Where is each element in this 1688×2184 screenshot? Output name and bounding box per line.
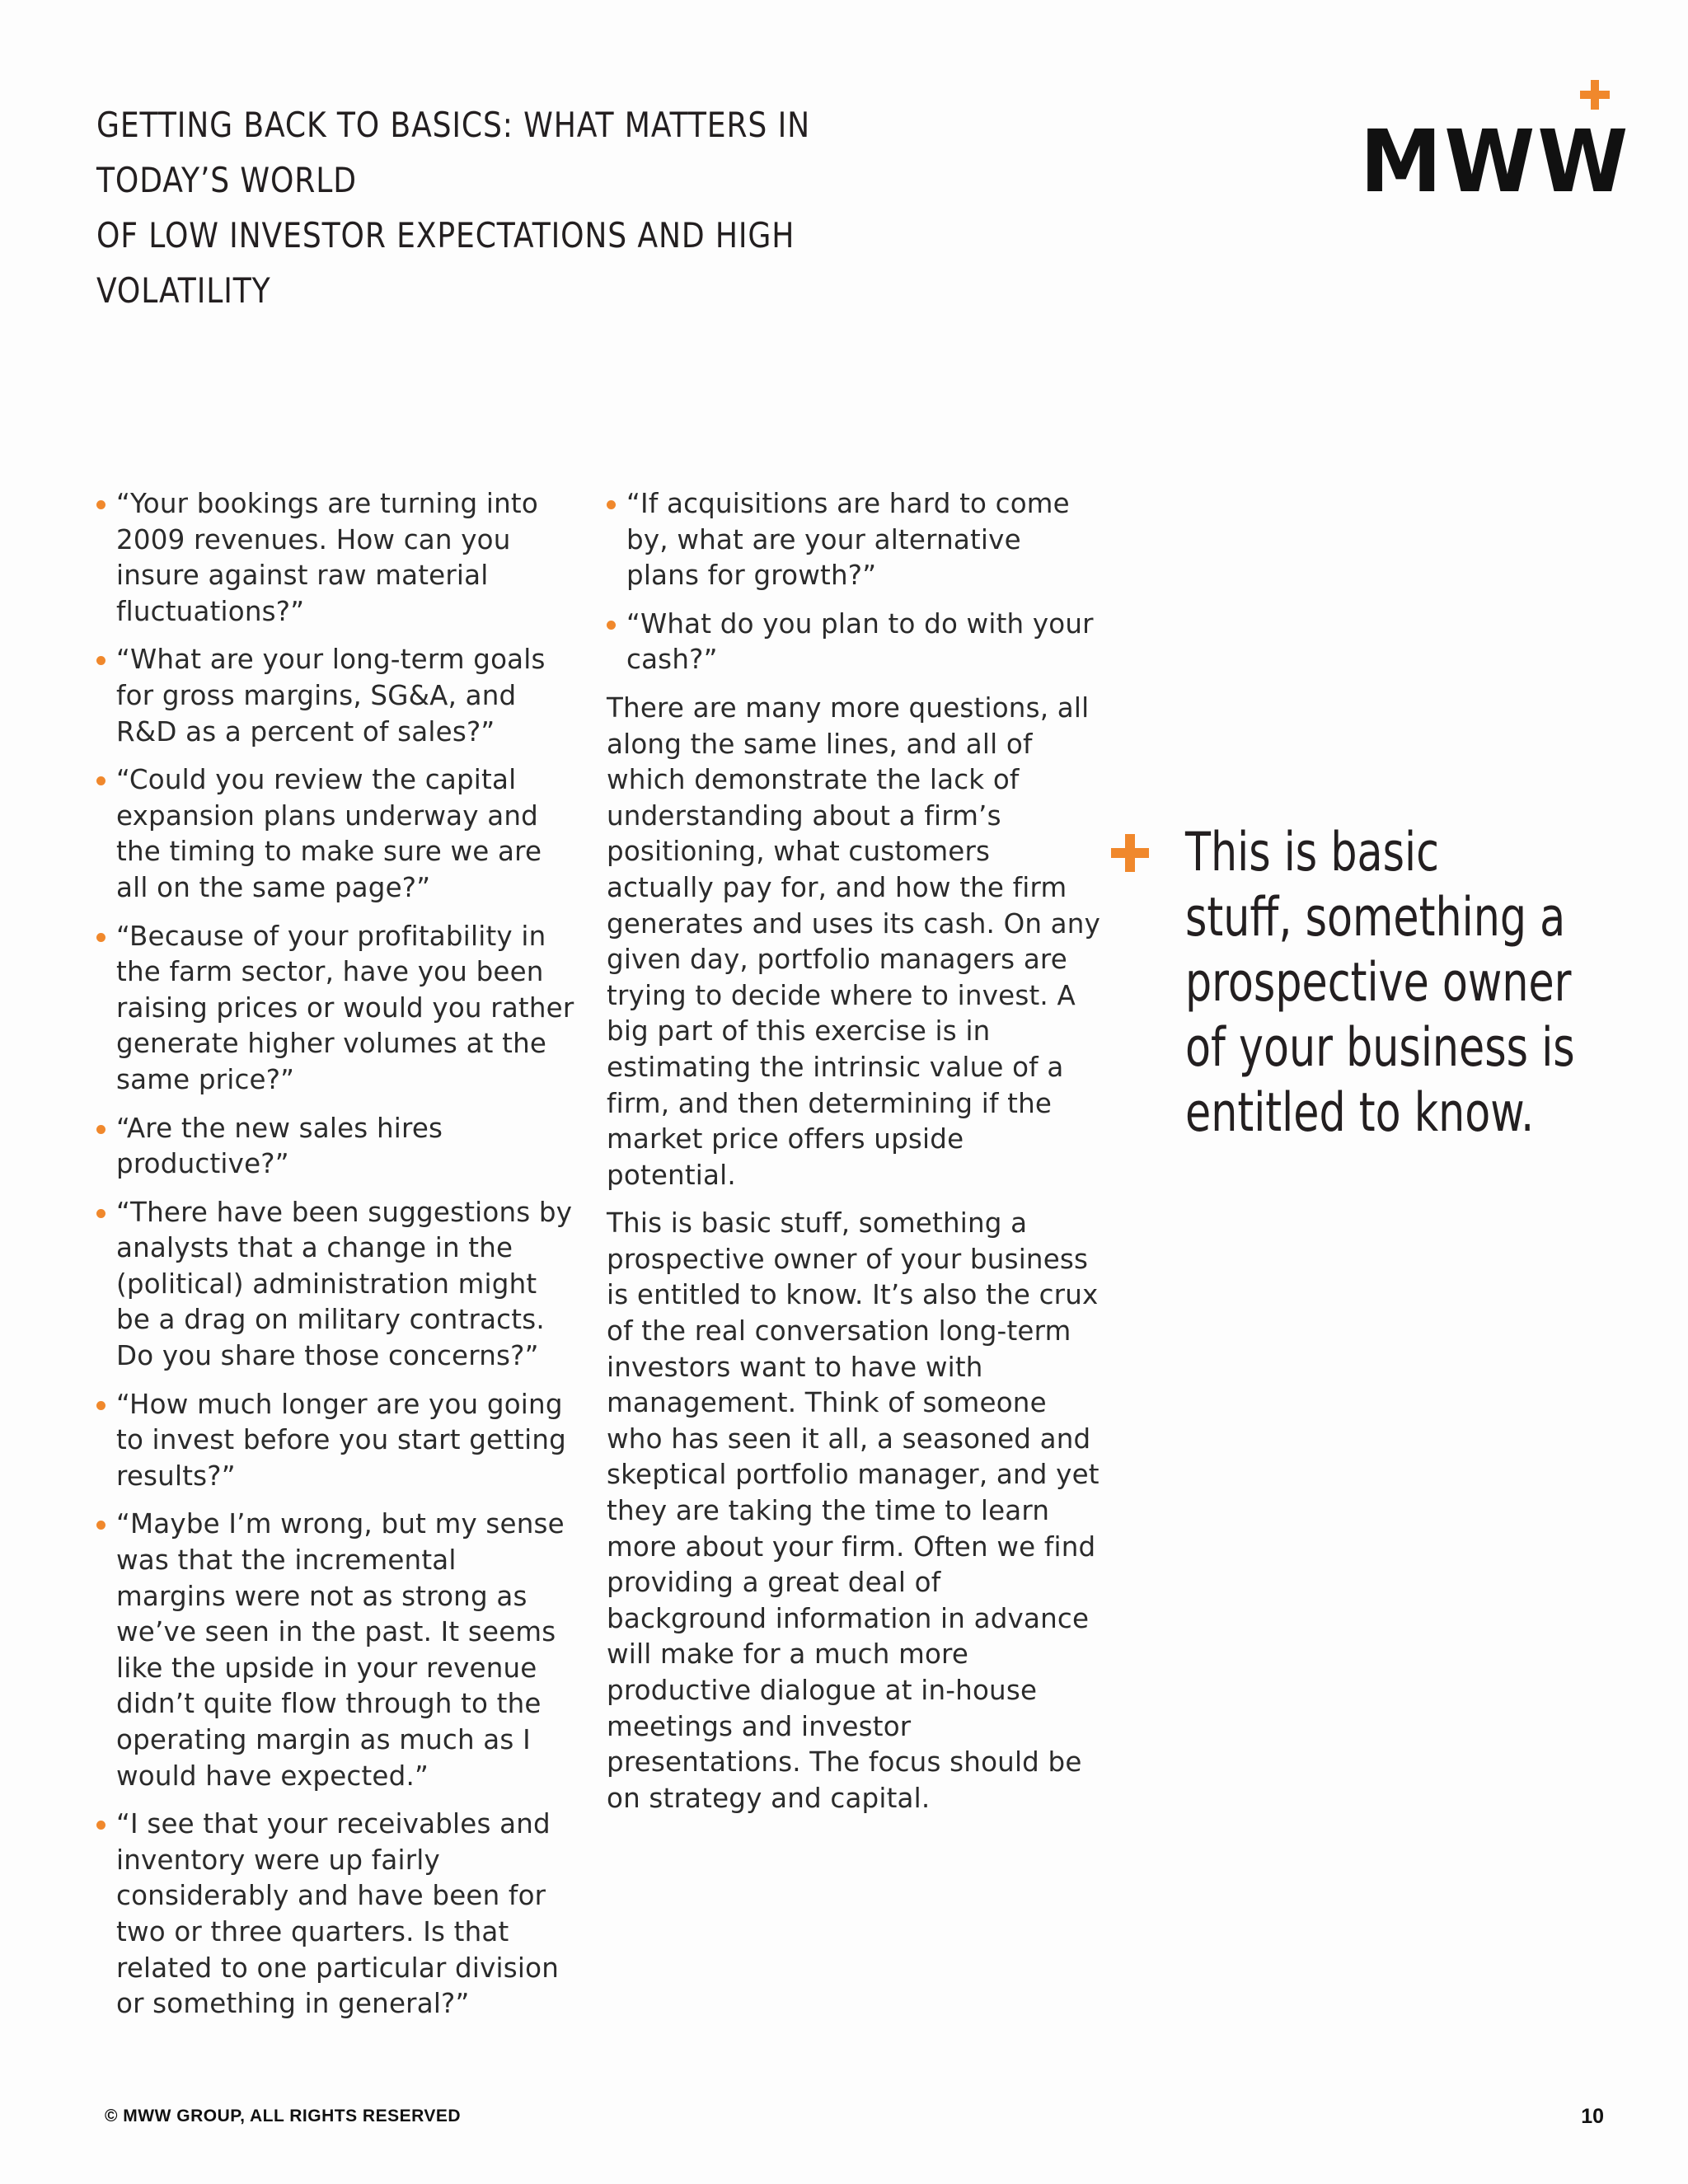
list-item: “What are your long-term goals for gross margins, SG&A, and R&D as a percent of sales?” bbox=[96, 642, 574, 750]
page-title-line-1: GETTING BACK TO BASICS: WHAT MATTERS IN TODAY’S WORLD bbox=[96, 105, 810, 200]
list-item: “There have been suggestions by analysts that a change in the (political) administration might be a drag on military contracts. Do you share those concerns?” bbox=[96, 1195, 574, 1375]
left-column bbox=[96, 486, 574, 2035]
list-item: “Are the new sales hires productive?” bbox=[96, 1111, 574, 1183]
body-paragraph-2: This is basic stuff, something a prospective owner of your business is entitled to know. It’s also the crux of the real conversation long-term investors want to have with management. Think of someone who has seen it all, a seasoned and skeptical portfolio manager, and yet they are taking the time to learn more about your firm. Often we find providing a great deal of background information in advance will make for a much more productive dialogue at in-house meetings and investor presentations. The focus should be on strategy and capital. bbox=[607, 1207, 1100, 1814]
pull-quote-line: This is basic bbox=[1185, 822, 1439, 883]
list-item: “Could you review the capital expansion plans underway and the timing to make sure we are all on the same page?” bbox=[96, 762, 574, 906]
list-item: “Because of your profitability in the farm sector, have you been raising prices or would you rather generate higher volumes at the same price?” bbox=[96, 919, 574, 1099]
logo-wordmark: MWW bbox=[1360, 111, 1631, 212]
plus-icon bbox=[1109, 832, 1151, 874]
page-title-line-2: OF LOW INVESTOR EXPECTATIONS AND HIGH VOLATILITY bbox=[96, 215, 795, 311]
pull-quote-line: entitled to know. bbox=[1185, 1082, 1535, 1144]
investor-questions-list-continued bbox=[607, 486, 1101, 678]
list-item: “Your bookings are turning into 2009 revenues. How can you insure against raw material fluctuations?” bbox=[96, 486, 574, 630]
page-number: 10 bbox=[1581, 2105, 1604, 2128]
list-item: “I see that your receivables and inventory were up fairly considerably and have been for two or three quarters. Is that related to one particular division or something in general?” bbox=[96, 1807, 574, 2022]
list-item: “Maybe I’m wrong, but my sense was that the incremental margins were not as strong as we’ve seen in the past. It seems like the upside in your revenue didn’t quite flow through to the operating margin as much as I would have expected.” bbox=[96, 1507, 574, 1794]
pull-quote-line: prospective owner bbox=[1185, 952, 1572, 1014]
list-item: “How much longer are you going to invest before you start getting results?” bbox=[96, 1387, 574, 1495]
pull-quote-line: of your business is bbox=[1185, 1017, 1575, 1079]
plus-icon bbox=[1578, 78, 1611, 111]
pull-quote-line: stuff, something a bbox=[1185, 887, 1566, 949]
middle-column bbox=[607, 486, 1101, 1829]
list-item: “If acquisitions are hard to come by, what are your alternative plans for growth?” bbox=[607, 486, 1101, 594]
copyright-notice: © MWW GROUP, ALL RIGHTS RESERVED bbox=[105, 2107, 462, 2125]
pull-quote-text bbox=[1185, 820, 1635, 1146]
mww-logo bbox=[1360, 78, 1631, 212]
page-title bbox=[96, 97, 876, 318]
investor-questions-list bbox=[96, 486, 574, 2022]
body-paragraph-1: There are many more questions, all along the same lines, and all of which demonstrate the lack of understanding about a firm’s positioning, what customers actually pay for, and how the firm generates and uses its cash. On any given day, portfolio managers are trying to decide where to invest. A big part of this exercise is in estimating the intrinsic value of a firm, and then determining if the market price offers upside potential. bbox=[607, 691, 1101, 1191]
list-item: “What do you plan to do with your cash?” bbox=[607, 607, 1101, 678]
